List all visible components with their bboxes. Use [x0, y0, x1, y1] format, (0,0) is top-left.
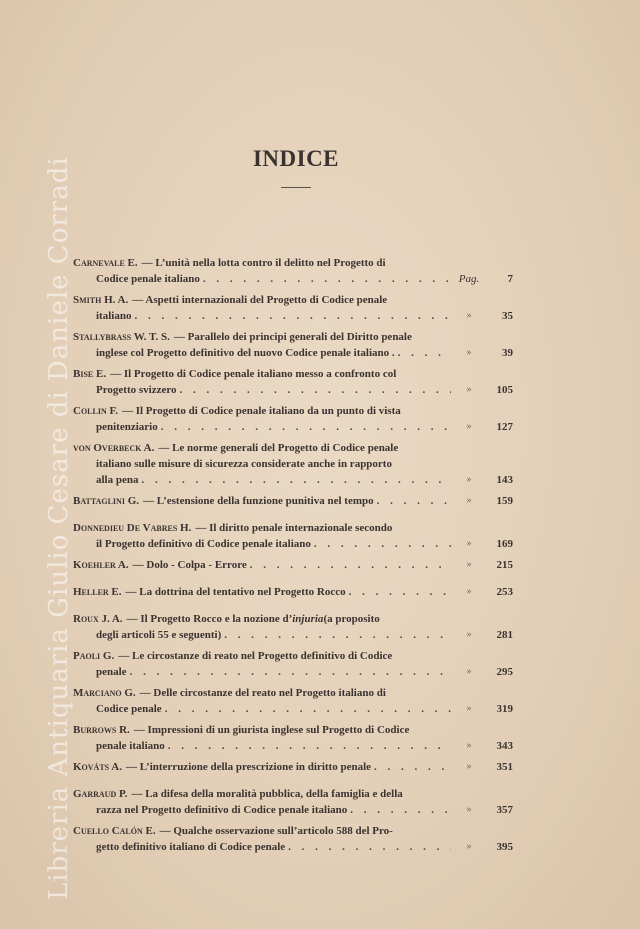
watermark: Libreria Antiquaria Giulio Cesare di Daniele Corradi: [44, 156, 74, 900]
entry-text: [73, 440, 451, 488]
entry-title: getto definitivo italiano di Codice penale: [96, 841, 286, 853]
entry-title: italiano sulle misure di sicurezza considerate anche in rapporto: [96, 458, 392, 470]
entry-text: [73, 584, 451, 600]
page-reference: [451, 685, 513, 717]
toc-entry[interactable]: [73, 493, 513, 509]
entry-title: — Parallelo dei principi generali del Diritto penale: [173, 331, 412, 343]
entry-author: von Overbeck A.: [73, 442, 155, 454]
dot-leader: [314, 536, 451, 552]
entry-line: [73, 271, 451, 287]
dot-leader: [350, 802, 451, 818]
page-label: »: [466, 347, 472, 358]
toc-entry[interactable]: [73, 366, 513, 398]
entry-author: Cuello Calón E.: [73, 825, 156, 837]
page-label: »: [466, 310, 472, 321]
page-label: »: [466, 761, 472, 772]
toc-entry[interactable]: [73, 329, 513, 361]
entry-line: [73, 403, 451, 419]
page-number: 319: [496, 703, 513, 715]
page-label: »: [466, 629, 472, 640]
entry-title: — Le circostanze di reato nel Progetto definitivo di Codice: [118, 650, 393, 662]
page-number: 169: [496, 538, 513, 550]
entry-title: penitenziario: [96, 421, 158, 433]
dot-leader: [288, 839, 451, 855]
entry-title: italiano: [96, 310, 132, 322]
toc-entry[interactable]: [73, 440, 513, 488]
entry-text: [73, 403, 451, 435]
entry-title: (a proposito: [323, 613, 380, 625]
dot-leader: [134, 308, 451, 324]
page-number: 253: [496, 586, 513, 598]
table-of-contents: [73, 255, 513, 860]
entry-line: [73, 255, 451, 271]
page-number: 215: [496, 559, 513, 571]
dot-leader: [250, 557, 451, 573]
entry-text: [73, 329, 451, 361]
page-number: 395: [496, 841, 513, 853]
entry-title: — Il Progetto di Codice penale italiano da un punto di vista: [121, 405, 401, 417]
entry-title: — Il Progetto di Codice penale italiano messo a confronto col: [110, 368, 397, 380]
dot-leader: [168, 738, 451, 754]
dot-leader: [180, 382, 451, 398]
entry-line: [73, 493, 451, 509]
entry-title: — L’unità nella lotta contro il delitto nel Progetto di: [141, 257, 386, 269]
page-number: 39: [502, 347, 513, 359]
dot-leader: [374, 759, 451, 775]
page-number: 35: [502, 310, 513, 322]
entry-title: inglese col Progetto definitivo del nuovo Codice penale italiano .: [96, 347, 395, 359]
entry-text: [73, 611, 451, 643]
entry-author: Paoli G.: [73, 650, 115, 662]
entry-title: il Progetto definitivo di Codice penale italiano: [96, 538, 311, 550]
entry-line: [73, 648, 451, 664]
entry-title: Progetto svizzero: [96, 384, 177, 396]
page-label: »: [466, 559, 472, 570]
toc-entry[interactable]: [73, 557, 513, 573]
entry-title: — L’estensione della funzione punitiva nel tempo: [143, 495, 374, 507]
dot-leader: [161, 419, 451, 435]
entry-line: [73, 440, 451, 456]
entry-author: Carnevale E.: [73, 257, 138, 269]
page-reference: [451, 520, 513, 552]
entry-title: — Le norme generali del Progetto di Codice penale: [158, 442, 399, 454]
toc-entry[interactable]: [73, 520, 513, 552]
entry-line: [73, 308, 451, 324]
toc-entry[interactable]: [73, 759, 513, 775]
entry-text: [73, 759, 451, 775]
page-reference: [451, 722, 513, 754]
entry-text: [73, 366, 451, 398]
toc-entry[interactable]: [73, 403, 513, 435]
entry-author: Garraud P.: [73, 788, 128, 800]
entry-author: Heller E.: [73, 586, 122, 598]
page-title: INDICE: [252, 146, 340, 171]
page-number: 127: [496, 421, 513, 433]
entry-line: [73, 802, 451, 818]
toc-entry[interactable]: [73, 584, 513, 600]
title-rule: [281, 187, 311, 188]
entry-author: Battaglini G.: [73, 495, 139, 507]
page-number: 105: [496, 384, 513, 396]
entry-line: [73, 738, 451, 754]
dot-leader: [165, 701, 451, 717]
entry-author: Donnedieu De Vabres H.: [73, 522, 192, 534]
page-reference: [451, 759, 513, 775]
entry-line: [73, 536, 451, 552]
entry-author: Stallybrass W. T. S.: [73, 331, 170, 343]
dot-leader: [398, 345, 451, 361]
page-label: »: [466, 804, 472, 815]
entry-line: [73, 329, 451, 345]
entry-text: [73, 685, 451, 717]
toc-entry[interactable]: [73, 722, 513, 754]
entry-title: penale: [96, 666, 127, 678]
dot-leader: [349, 584, 451, 600]
dot-leader: [377, 493, 451, 509]
page-reference: [451, 329, 513, 361]
page-label: »: [466, 703, 472, 714]
page-number: 295: [496, 666, 513, 678]
entry-text: [73, 823, 451, 855]
page-reference: [451, 366, 513, 398]
entry-title: penale italiano: [96, 740, 165, 752]
entry-title: — Il diritto penale internazionale secondo: [195, 522, 393, 534]
page-reference: [451, 255, 513, 287]
page-reference: [451, 786, 513, 818]
entry-title: — Il Progetto Rocco e la nozione d’: [126, 613, 293, 625]
entry-author: Collin F.: [73, 405, 118, 417]
page-number: 7: [507, 273, 513, 285]
entry-line: [73, 759, 451, 775]
entry-title: Codice penale italiano: [96, 273, 200, 285]
page-number: 351: [496, 761, 513, 773]
entry-line: [73, 685, 451, 701]
page-reference: [451, 493, 513, 509]
entry-line: [73, 366, 451, 382]
dot-leader: [130, 664, 451, 680]
page-label: »: [466, 474, 472, 485]
entry-author: Bise E.: [73, 368, 107, 380]
page-reference: [451, 403, 513, 435]
entry-author: Koehler A.: [73, 559, 129, 571]
entry-title: — La dottrina del tentativo nel Progetto Rocco: [125, 586, 346, 598]
entry-author: Burrows R.: [73, 724, 130, 736]
entry-line: [73, 472, 451, 488]
toc-entry[interactable]: [73, 685, 513, 717]
entry-line: [73, 456, 451, 472]
page-label: »: [466, 421, 472, 432]
entry-line: [73, 722, 451, 738]
entry-author: Roux J. A.: [73, 613, 123, 625]
entry-line: [73, 611, 451, 627]
entry-title: — L’interruzione della prescrizione in diritto penale: [125, 761, 372, 773]
entry-text: [73, 493, 451, 509]
entry-title: — Delle circostanze del reato nel Progetto italiano di: [139, 687, 386, 699]
entry-text: [73, 520, 451, 552]
entry-title: — Dolo - Colpa - Errore: [132, 559, 247, 571]
entry-line: [73, 701, 451, 717]
page-reference: [451, 611, 513, 643]
toc-entry[interactable]: [73, 786, 513, 818]
page-number: 357: [496, 804, 513, 816]
toc-entry[interactable]: [73, 292, 513, 324]
entry-line: [73, 557, 451, 573]
entry-title: alla pena: [96, 474, 139, 486]
dot-leader: [141, 472, 451, 488]
page-label: »: [466, 495, 472, 506]
entry-title: — Aspetti internazionali del Progetto di Codice penale: [132, 294, 388, 306]
entry-title: Codice penale: [96, 703, 162, 715]
dot-leader: [203, 271, 451, 287]
entry-title: razza nel Progetto definitivo di Codice penale italiano: [96, 804, 348, 816]
page-reference: [451, 823, 513, 855]
page-number: 281: [496, 629, 513, 641]
toc-entry[interactable]: [73, 823, 513, 855]
page-label: »: [466, 666, 472, 677]
toc-entry[interactable]: [73, 255, 513, 287]
page-label: »: [466, 740, 472, 751]
page-reference: [451, 440, 513, 488]
page-number: 343: [496, 740, 513, 752]
dot-leader: [224, 627, 451, 643]
page-number: 159: [496, 495, 513, 507]
page-number: 143: [496, 474, 513, 486]
page-label: »: [466, 841, 472, 852]
entry-line: [73, 520, 451, 536]
entry-line: [73, 664, 451, 680]
entry-line: [73, 839, 451, 855]
entry-line: [73, 786, 451, 802]
entry-line: [73, 584, 451, 600]
entry-author: Kováts A.: [73, 761, 122, 773]
page-reference: [451, 584, 513, 600]
entry-text: [73, 786, 451, 818]
entry-title: — Qualche osservazione sull’articolo 588 del Pro-: [159, 825, 393, 837]
entry-line: [73, 627, 451, 643]
entry-title: — La difesa della moralità pubblica, della famiglia e della: [131, 788, 403, 800]
entry-title: degli articoli 55 e seguenti): [96, 629, 222, 641]
entry-line: [73, 345, 451, 361]
entry-author: Smith H. A.: [73, 294, 129, 306]
page-label: »: [466, 384, 472, 395]
entry-line: [73, 382, 451, 398]
page-label: »: [466, 586, 472, 597]
page-label: »: [466, 538, 472, 549]
page-reference: [451, 292, 513, 324]
page-label: Pag.: [458, 273, 480, 285]
entry-author: Marciano G.: [73, 687, 136, 699]
entry-text: [73, 722, 451, 754]
entry-title: — Impressioni di un giurista inglese sul Progetto di Codice: [133, 724, 410, 736]
toc-entry[interactable]: [73, 648, 513, 680]
entry-line: [73, 823, 451, 839]
page-reference: [451, 648, 513, 680]
entry-text: [73, 255, 451, 287]
page-reference: [451, 557, 513, 573]
entry-line: [73, 292, 451, 308]
entry-text: [73, 648, 451, 680]
entry-line: [73, 419, 451, 435]
entry-text: [73, 292, 451, 324]
entry-text: [73, 557, 451, 573]
entry-title-italic: injuria: [292, 613, 324, 625]
toc-entry[interactable]: [73, 611, 513, 643]
